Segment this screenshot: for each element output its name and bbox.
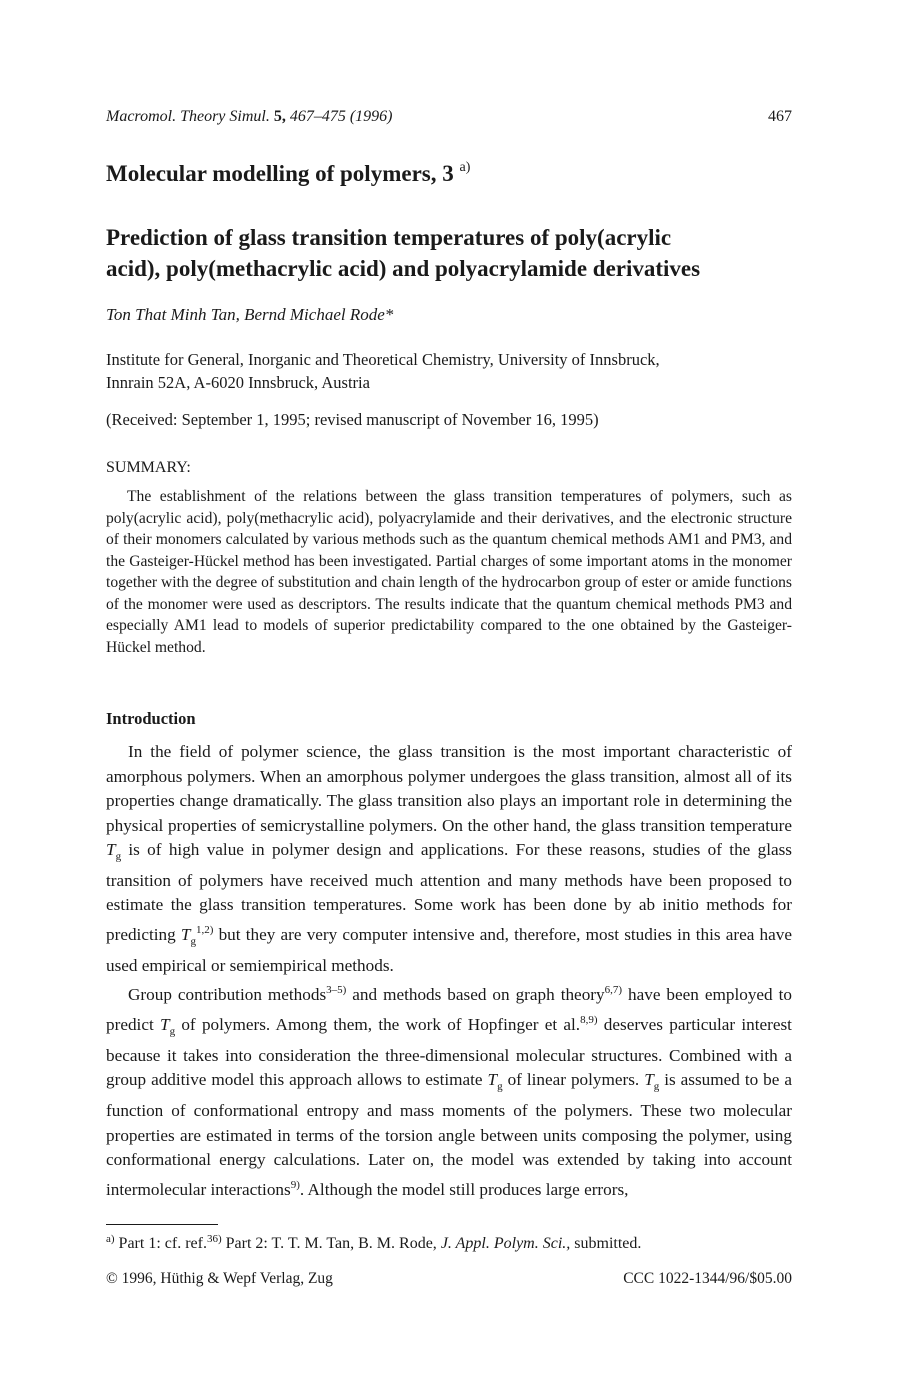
footnote: $^{a)}$ Part 1: cf. ref.$^{36)}$ Part 2: T. T. M. Tan, B. M. Rode, J. Appl. Polym. Sci., submitted. bbox=[106, 1233, 642, 1252]
tg-symbol: $T_g$ bbox=[106, 840, 122, 863]
summary-label: SUMMARY: bbox=[106, 459, 191, 476]
running-header bbox=[106, 108, 792, 130]
page-number: 467 bbox=[768, 108, 792, 125]
copyright: © 1996, Hüthig & Wepf Verlag, Zug bbox=[106, 1270, 333, 1287]
tg-symbol: $T_g$ bbox=[644, 1070, 660, 1093]
received-dates: (Received: September 1, 1995; revised manuscript of November 16, 1995) bbox=[106, 410, 599, 429]
paragraph: In the field of polymer science, the glass transition is the most important characteristic of amorphous polymers. When an amorphous polymer undergoes the glass transition, almost all of its properties change dramatically. The glass transition also plays an important role in determining the physical properties of semicrystalline polymers. On the other hand, the glass transition temperature $T_g$ is of high value in polymer design and applications. For these reasons, studies of the glass transition of polymers have received much attention and many methods have been proposed to estimate the glass transition temperatures. Some work has been done by ab initio methods for predicting $T_g^{1,2)}$ but they are very computer intensive and, therefore, most studies in this area have used empirical or semiempirical methods. bbox=[106, 742, 793, 975]
journal-citation: Macromol. Theory Simul. 5, 467–475 (1996) bbox=[106, 108, 393, 125]
summary-text: The establishment of the relations between the glass transition temperatures of polymers, such as poly(acrylic acid), poly(methacrylic acid), polyacrylamide and their derivatives, and the electronic structure of their monomers calculated by various methods such as the quantum chemical methods AM1 and PM3, and the Gasteiger-Hückel method has been investigated. Partial charges of some important atoms in the monomer together with the degree of substitution and chain length of the hydrocarbon group of ester or amide functions of the monomer were used as descriptors. The results indicate that the quantum chemical methods PM3 and especially AM1 lead to models of superior predictability compared to the one obtained by the Gasteiger-Hückel method. bbox=[106, 488, 792, 656]
citation-ref: 9) bbox=[290, 1178, 300, 1191]
tg-symbol: $T_g$ bbox=[180, 924, 196, 948]
introduction-heading: Introduction bbox=[106, 709, 196, 728]
introduction-body bbox=[106, 740, 792, 1202]
journal-name: J. Appl. Polym. Sci., bbox=[440, 1235, 571, 1252]
citation-ref: 36) bbox=[206, 1233, 222, 1245]
citation-ref: 6,7) bbox=[604, 984, 623, 997]
citation-ref: 1,2) bbox=[195, 923, 214, 936]
tg-symbol: $T_g$ bbox=[487, 1070, 503, 1093]
paragraph: Group contribution methods$^{3-5)}$ and methods based on graph theory$^{6,7)}$ have been employed to predict $T_g$ of polymers. Among them, the work of Hopfinger et al.$^{8,9)}$ deserves particular interest because it takes into consideration the three-dimensional molecular structures. Combined with a group additive model this approach allows to estimate $T_g$ of linear polymers. $T_g$ is assumed to be a function of conformational entropy and mass moments of the polymers. These two molecular properties are estimated in terms of the torsion angle between units composing the polymer, using conformational energy calculations. Later on, the model was extended by taking into account intermolecular interactions$^{9)}$. Although the model still produces large errors, bbox=[106, 984, 792, 1199]
citation-ref: 3–5) bbox=[326, 984, 347, 997]
affiliation: Institute for General, Inorganic and Theoretical Chemistry, University of Innsbruck, Innrain 52A, A-6020 Innsbruck, Austria bbox=[106, 350, 660, 392]
footnote-divider bbox=[106, 1224, 218, 1225]
page-footer bbox=[106, 1270, 792, 1288]
ccc-code: CCC 1022-1344/96/$05.00 bbox=[623, 1270, 792, 1287]
tg-symbol: $T_g$ bbox=[160, 1014, 176, 1038]
footnote-marker: a) bbox=[459, 160, 471, 175]
paper-title: Prediction of glass transition temperatures of poly(acrylic acid), poly(methacrylic acid) and polyacrylamide derivatives bbox=[106, 225, 701, 281]
citation-ref: 8,9) bbox=[580, 1013, 598, 1026]
authors: Ton That Minh Tan, Bernd Michael Rode* bbox=[106, 305, 394, 324]
footnote-marker: a) bbox=[106, 1233, 115, 1245]
series-title: Molecular modelling of polymers, 3 $^{a)}$ bbox=[106, 160, 471, 186]
